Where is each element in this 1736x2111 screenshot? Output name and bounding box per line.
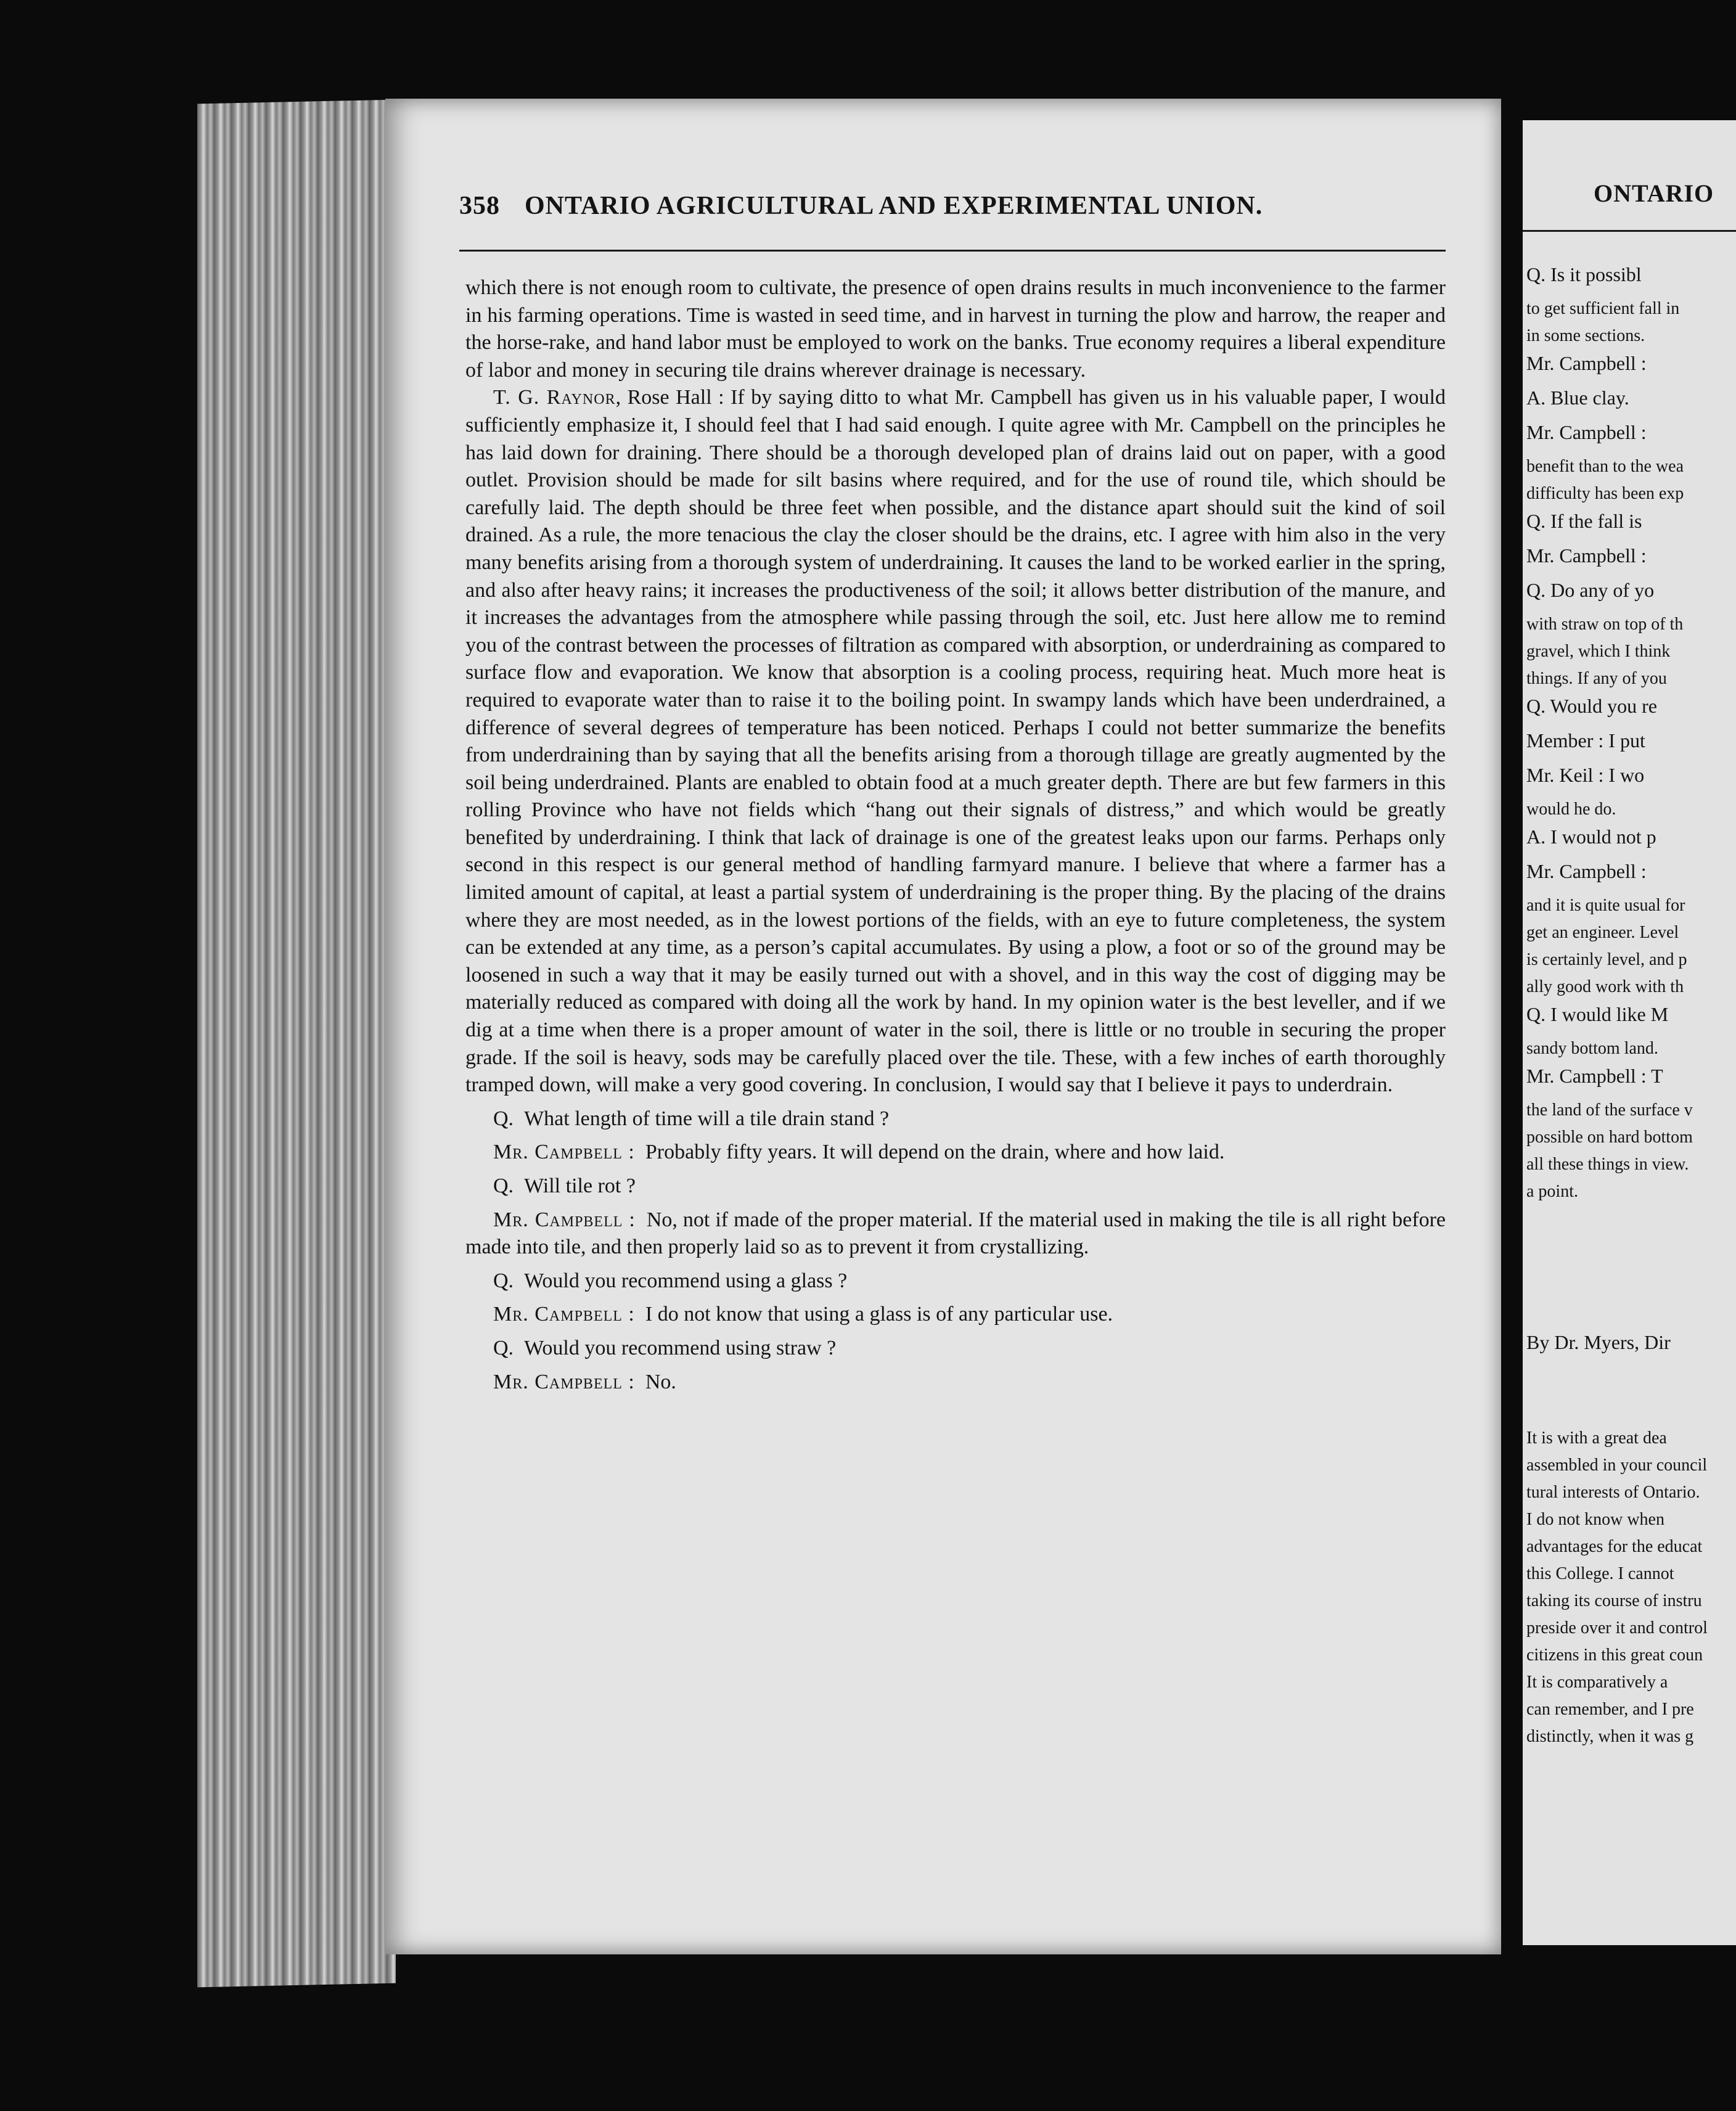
- qa-item: [465, 1301, 1446, 1329]
- right-line: Mr. Keil : I wo: [1526, 764, 1645, 786]
- continuation-paragraph: which there is not enough room to cultivate, the presence of open drains results in much inconvenience to the farmer in his farming operations. Time is wasted in seed time, and in harvest in turning the plow and harrow, the reaper and the horse-rake, and hand labor must be employed to work on the banks. True economy requires a liberal expenditure of labor and money in securing tile drains wherever drainage is necessary.: [465, 276, 1446, 382]
- right-line: things. If any of you: [1526, 669, 1667, 688]
- qa-text: Will tile rot ?: [524, 1174, 636, 1197]
- right-page-text: [1526, 261, 1736, 1750]
- right-line: Q. If the fall is: [1526, 510, 1642, 532]
- right-line: Q. Would you re: [1526, 695, 1657, 717]
- right-line: this College. I cannot: [1526, 1564, 1674, 1583]
- right-line: tural interests of Ontario.: [1526, 1483, 1700, 1502]
- raynor-paragraph: [465, 384, 1446, 1099]
- right-line: A. I would not p: [1526, 826, 1656, 848]
- right-line: Q. Is it possibl: [1526, 263, 1642, 285]
- qa-item: [465, 1335, 1446, 1363]
- qa-text: Probably fifty years. It will depend on the drain, where and how laid.: [645, 1141, 1225, 1164]
- right-line: Mr. Campbell :: [1526, 352, 1647, 374]
- qa-prefix: Q.: [493, 1107, 514, 1130]
- qa-text: No, not if made of the proper material. If the material used in making the tile is all right before made into tile, and then properly laid so as to prevent it from crystallizing.: [465, 1208, 1446, 1259]
- qa-prefix: Q.: [493, 1174, 514, 1197]
- right-line: sandy bottom land.: [1526, 1039, 1658, 1058]
- right-spacer: [1526, 1363, 1736, 1425]
- right-line: ally good work with th: [1526, 977, 1684, 996]
- qa-text: Would you recommend using straw ?: [524, 1336, 837, 1359]
- right-line: possible on hard bottom: [1526, 1128, 1693, 1147]
- right-line: would he do.: [1526, 800, 1616, 819]
- qa-text: What length of time will a tile drain stand ?: [524, 1107, 890, 1130]
- right-line: advantages for the educat: [1526, 1537, 1703, 1556]
- qa-prefix: Mr. Campbell :: [493, 1303, 635, 1326]
- qa-prefix: Mr. Campbell :: [493, 1141, 635, 1164]
- qa-text: No.: [645, 1370, 676, 1393]
- right-line: Mr. Campbell :: [1526, 860, 1647, 882]
- right-line: citizens in this great coun: [1526, 1646, 1703, 1665]
- right-line: in some sections.: [1526, 326, 1645, 345]
- speaker-place: , Rose Hall :: [615, 386, 724, 409]
- page-edge-stack: [197, 100, 396, 1988]
- right-line: benefit than to the wea: [1526, 457, 1684, 476]
- right-line: the land of the surface v: [1526, 1101, 1693, 1120]
- right-line: Mr. Campbell :: [1526, 544, 1647, 567]
- right-line: to get sufficient fall in: [1526, 299, 1680, 318]
- qa-prefix: Q.: [493, 1269, 514, 1292]
- right-line: Q. Do any of yo: [1526, 579, 1655, 601]
- qa-item: [465, 1369, 1446, 1396]
- qa-item: [465, 1207, 1446, 1261]
- right-line: taking its course of instru: [1526, 1591, 1702, 1610]
- body-text: [465, 274, 1446, 1396]
- right-spacer: [1526, 1205, 1736, 1329]
- speaker-name: T. G. Raynor: [493, 386, 616, 409]
- running-head-title: ONTARIO AGRICULTURAL AND EXPERIMENTAL UNION.: [525, 192, 1263, 220]
- right-line: Mr. Campbell :: [1526, 421, 1647, 443]
- right-line: distinctly, when it was g: [1526, 1727, 1694, 1746]
- right-header-rule: [1523, 230, 1736, 232]
- raynor-text: If by saying ditto to what Mr. Campbell has given us in his valuable paper, I would sufficiently emphasize it, I should feel that I had said enough. I quite agree with Mr. Campbell on the principles he has laid down for draining. There should be a thorough developed plan of drains laid out on paper, with a good outlet. Provision should be made for silt basins where required, and for the use of round tile, which should be carefully laid. The depth should be three feet when possible, and the distance apart should suit the kind of soil drained. As a rule, the more tenacious the clay the closer should be the drains, etc. I agree with him also in the very many benefits arising from a thorough system of underdraining. It causes the land to be worked earlier in the spring, and also after heavy rains; it increases the productiveness of the soil; it allows better distribution of the manure, and it increases the advantages from the atmosphere while passing through the soil, etc. Just here allow me to remind you of the contrast between the processes of filtration as compared with absorption, or underdraining as compared to surface flow and evaporation. We know that absorption is a cooling process, requiring heat. Much more heat is required to evaporate water than to raise it to the boiling point. In swampy lands which have been underdrained, a difference of several degrees of temperature has been noticed. Perhaps I could not better summarize the benefits from underdraining than by saying that all the benefits arising from a thorough tillage are greatly augmented by the soil being underdrained. Plants are enabled to obtain food at a much greater depth. There are but few farmers in this rolling Province who have not fields which “hang out their signals of distress,” and which would be greatly benefited by underdraining. I think that lack of drainage is one of the greatest leaks upon our farms. Perhaps only second in this respect is our general method of handling farmyard manure. I believe that where a farmer has a limited amount of capital, at least a partial system of underdraining is the proper thing. By the placing of the drains where they are most needed, as in the lowest portions of the fields, with an eye to future completeness, the system can be extended at any time, as a person’s capital accumulates. By using a plow, a foot or so of the ground may be loosened in such a way that it may be easily turned out with a shovel, and in this way the cost of digging may be materially reduced as compared with doing all the work by hand. In my opinion water is the best leveller, and if we dig at a time when there is a proper amount of water in the soil, there is little or no trouble in securing the proper grade. If the soil is heavy, sods may be carefully placed over the tile. These, with a few inches of earth thoroughly tramped down, will make a very good covering. In conclusion, I would say that I believe it pays to underdrain.: [465, 386, 1446, 1097]
- right-line: By Dr. Myers, Dir: [1526, 1331, 1671, 1353]
- right-line: is certainly level, and p: [1526, 950, 1687, 969]
- qa-prefix: Q.: [493, 1336, 514, 1359]
- qa-text: I do not know that using a glass is of any particular use.: [645, 1303, 1113, 1326]
- right-line: It is with a great dea: [1526, 1429, 1667, 1448]
- right-line: difficulty has been exp: [1526, 484, 1684, 503]
- right-line: Q. I would like M: [1526, 1003, 1669, 1025]
- qa-text: Would you recommend using a glass ?: [524, 1269, 848, 1292]
- right-line: can remember, and I pre: [1526, 1700, 1694, 1719]
- qa-item: [465, 1268, 1446, 1295]
- right-line: and it is quite usual for: [1526, 896, 1685, 915]
- right-line: assembled in your council: [1526, 1456, 1708, 1475]
- right-line: preside over it and control: [1526, 1618, 1708, 1638]
- running-head: [459, 191, 1427, 221]
- right-line: A. Blue clay.: [1526, 387, 1629, 409]
- qa-prefix: Mr. Campbell :: [493, 1208, 636, 1231]
- qa-item: [465, 1139, 1446, 1166]
- right-line: Member : I put: [1526, 729, 1645, 752]
- page-number: 358: [459, 192, 500, 220]
- right-line: It is comparatively a: [1526, 1673, 1668, 1692]
- qa-item: [465, 1105, 1446, 1133]
- right-line: with straw on top of th: [1526, 615, 1684, 634]
- qa-item: [465, 1173, 1446, 1200]
- right-running-head: ONTARIO: [1594, 179, 1714, 207]
- right-line: all these things in view.: [1526, 1155, 1689, 1174]
- right-line: get an engineer. Level: [1526, 923, 1679, 942]
- right-line: gravel, which I think: [1526, 642, 1671, 661]
- header-rule: [459, 250, 1446, 252]
- right-line: I do not know when: [1526, 1510, 1664, 1529]
- right-line: a point.: [1526, 1182, 1578, 1201]
- right-line: Mr. Campbell : T: [1526, 1065, 1663, 1087]
- qa-prefix: Mr. Campbell :: [493, 1370, 635, 1393]
- left-page: [385, 99, 1501, 1954]
- right-page: [1523, 120, 1736, 1945]
